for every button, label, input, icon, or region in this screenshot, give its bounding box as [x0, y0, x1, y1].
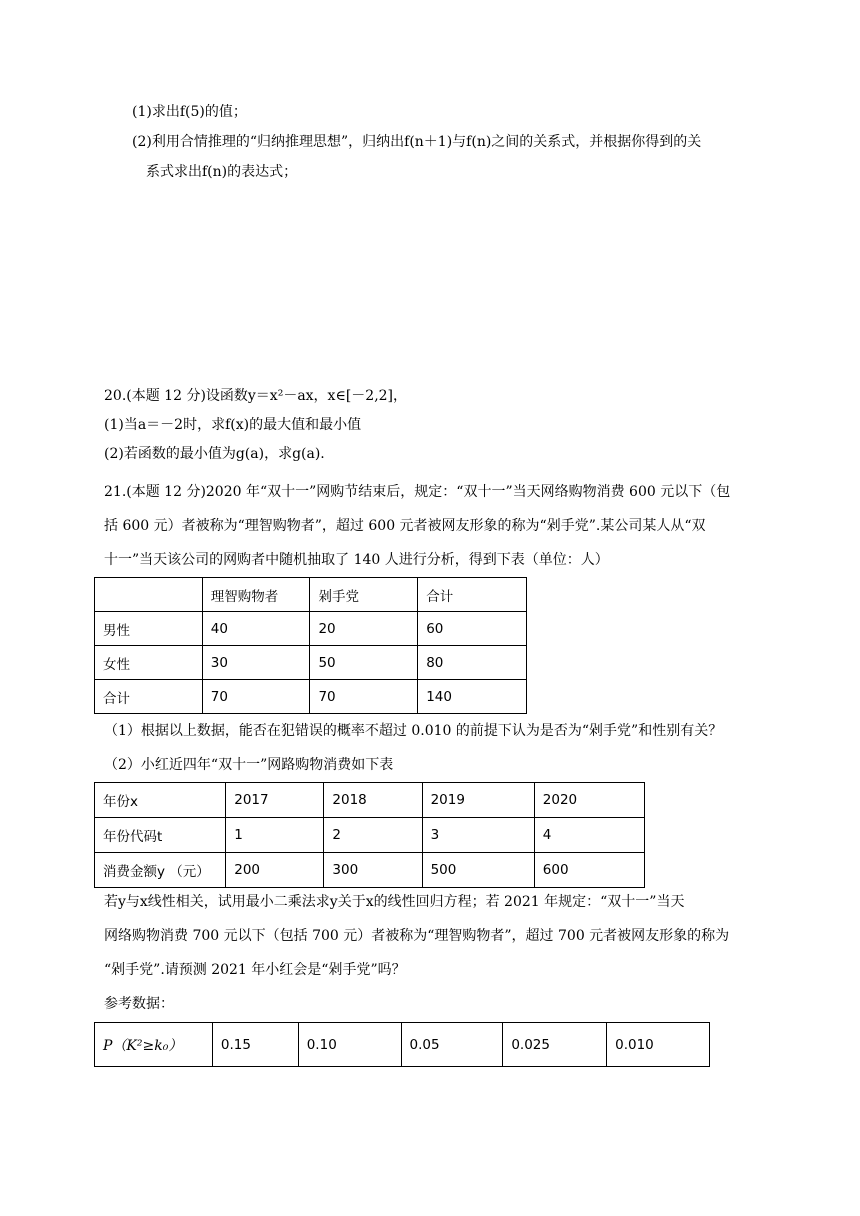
- q19-part2-line2: 系式求出f(n)的表达式；: [146, 164, 298, 180]
- table-cell: 合计: [418, 578, 527, 612]
- table-cell: 60: [418, 612, 527, 646]
- q21-stem-line2: 括 600 元）者被称为“理智购物者”，超过 600 元者被网友形象的称为“剁手党”.某公司某人从“双: [104, 518, 706, 534]
- q19-part1: (1)求出f(5)的值；: [132, 104, 247, 120]
- table-cell: 1: [226, 818, 324, 853]
- table-cell: 年份代码t: [95, 818, 226, 853]
- q19-part2-line1: (2)利用合情推理的“归纳推理思想”，归纳出f(n＋1)与f(n)之间的关系式，并根据你得到的关: [132, 134, 702, 150]
- table-cell: 4: [534, 818, 644, 853]
- q21-followup-line2: 网络购物消费 700 元以下（包括 700 元）者被称为“理智购物者”，超过 700 元者被网友形象的称为: [104, 928, 730, 944]
- table-cell: 0.025: [503, 1023, 607, 1067]
- spending-table: [94, 782, 645, 888]
- table-cell: 140: [418, 680, 527, 714]
- table-row: [95, 1023, 710, 1067]
- q21-stem-line3: 十一”当天该公司的网购者中随机抽取了 140 人进行分析，得到下表（单位：人）: [104, 552, 609, 568]
- gender-shopper-table: [94, 577, 527, 714]
- table-cell: 3: [422, 818, 534, 853]
- table-row: [95, 646, 527, 680]
- table-cell: 500: [422, 853, 534, 888]
- table-cell: 2019: [422, 783, 534, 818]
- q21-followup-line1: 若y与x线性相关，试用最小二乘法求y关于x的线性回归方程；若 2021 年规定：“双十一”当天: [104, 894, 685, 910]
- q20-part1: (1)当a＝－2时，求f(x)的最大值和最小值: [104, 417, 362, 433]
- table-cell: 合计: [95, 680, 203, 714]
- table-cell: 年份x: [95, 783, 226, 818]
- q20-stem: 20.(本题 12 分)设函数y＝x²－ax，x∈[－2,2]，: [104, 388, 408, 404]
- table-row: [95, 578, 527, 612]
- table-cell: 0.10: [298, 1023, 401, 1067]
- table-cell: 2: [324, 818, 422, 853]
- table-cell: 80: [418, 646, 527, 680]
- table-row: [95, 612, 527, 646]
- table-row: [95, 680, 527, 714]
- q21-stem-line1: 21.(本题 12 分)2020 年“双十一”网购节结束后，规定：“双十一”当天网络购物消费 600 元以下（包: [104, 484, 731, 500]
- table-cell: 0.010: [607, 1023, 710, 1067]
- table-row: [95, 818, 645, 853]
- table-cell: 2020: [534, 783, 644, 818]
- table-cell: 20: [310, 612, 418, 646]
- table-cell: 剁手党: [310, 578, 418, 612]
- q20-part2: (2)若函数的最小值为g(a)，求g(a).: [104, 446, 325, 462]
- q21-followup-line3: “剁手党”.请预测 2021 年小红会是“剁手党”吗？: [104, 962, 406, 978]
- table-cell: 0.15: [212, 1023, 298, 1067]
- critical-value-table: [94, 1022, 710, 1067]
- table-cell: 40: [202, 612, 310, 646]
- table-cell: 70: [310, 680, 418, 714]
- table-cell: 女性: [95, 646, 203, 680]
- table-cell: [95, 578, 203, 612]
- table-cell: 2017: [226, 783, 324, 818]
- table-cell: 消费金额y （元）: [95, 853, 226, 888]
- table-cell: 男性: [95, 612, 203, 646]
- table-cell: 200: [226, 853, 324, 888]
- table-cell: 300: [324, 853, 422, 888]
- reference-data-label: 参考数据：: [104, 996, 174, 1012]
- table-cell: 600: [534, 853, 644, 888]
- table-cell: 0.05: [401, 1023, 503, 1067]
- table-row: [95, 783, 645, 818]
- table-cell: P（K²≥k₀）: [95, 1023, 213, 1067]
- table-cell: 30: [202, 646, 310, 680]
- table-cell: 70: [202, 680, 310, 714]
- table-cell: 50: [310, 646, 418, 680]
- table-cell: 理智购物者: [202, 578, 310, 612]
- table-row: [95, 853, 645, 888]
- q21-part2: （2）小红近四年“双十一”网路购物消费如下表: [104, 757, 394, 773]
- q21-part1: （1）根据以上数据，能否在犯错误的概率不超过 0.010 的前提下认为是否为“剁手党”和性别有关？: [104, 723, 723, 739]
- table-cell: 2018: [324, 783, 422, 818]
